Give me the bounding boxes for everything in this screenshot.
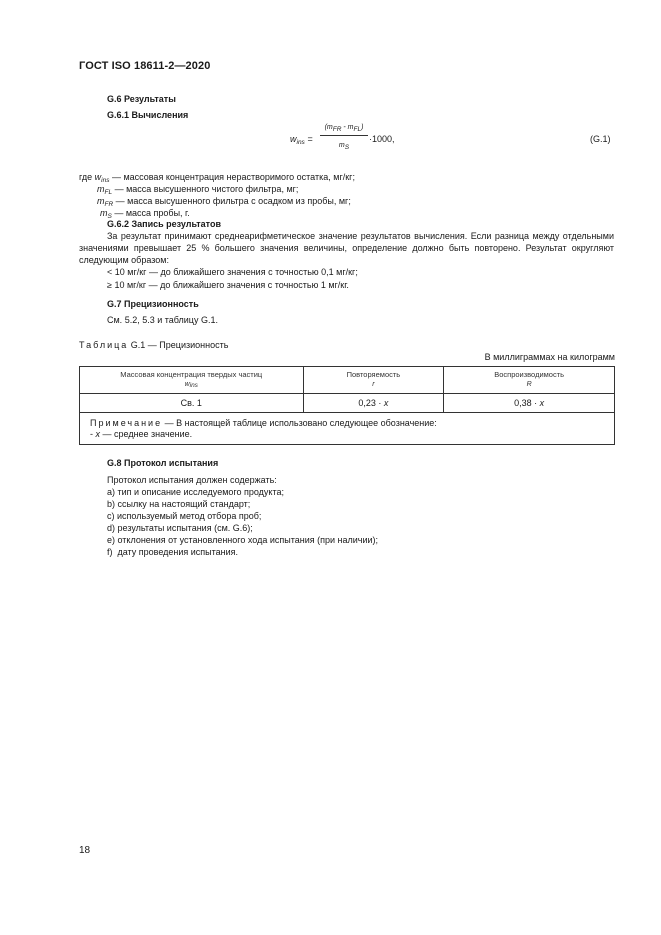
protocol-item-d: d) результаты испытания (см. G.6); (107, 523, 253, 533)
formula-rest: ·1000, (369, 134, 395, 144)
section-g8-intro: Протокол испытания должен содержать: (107, 475, 277, 485)
section-g7-title: G.7 Прецизионность (107, 299, 199, 309)
page-number: 18 (79, 845, 91, 856)
rounding-rule-2: ≥ 10 мг/кг — до ближайшего значения с точностью 1 мг/кг. (107, 280, 349, 290)
where-line-4: $m_S$ — масса пробы, г. (100, 208, 190, 220)
where-line-2: $m_{FL}$ — масса высушенного чистого фильтра, мг; (97, 184, 299, 196)
section-g7-text: См. 5.2, 5.3 и таблицу G.1. (107, 315, 218, 325)
section-g6-2-title: G.6.2 Запись результатов (107, 219, 221, 229)
protocol-item-f: f) дату проведения испытания. (107, 547, 239, 557)
protocol-item-a: a) тип и описание исследуемого продукта; (107, 487, 284, 497)
table-units: В миллиграммах на килограмм (484, 352, 615, 362)
formula-fraction (320, 122, 368, 152)
cell-concentration: Св. 1 (80, 394, 304, 413)
table-header-row (80, 367, 615, 394)
header-reproducibility: Воспроизводимость R (444, 367, 615, 394)
section-g6-title: G.6 Результаты (107, 94, 176, 104)
protocol-item-e: e) отклонения от установленного хода испытания (при наличии); (107, 535, 379, 545)
header-concentration: Массовая концентрация твердых частиц wins (80, 367, 304, 394)
formula-denominator: mS (338, 142, 350, 151)
where-line-1: где $w_{ins}$ — массовая концентрация нерастворимого остатка, мг/кг; (79, 172, 355, 184)
table-row (80, 394, 615, 413)
protocol-item-c: c) используемый метод отбора проб; (107, 511, 262, 521)
formula-number: (G.1) (590, 134, 611, 144)
cell-repeatability: 0,23 · x (303, 394, 444, 413)
header-repeatability: Повторяемость r (303, 367, 444, 394)
formula-numerator: (mFR - mFL) (320, 122, 368, 136)
section-g6-1-title: G.6.1 Вычисления (107, 110, 189, 120)
section-g6-2-paragraph: За результат принимают среднеарифметическое значение результатов вычисления. Если разница между отдельными значениями превышает 25 % большего значения величины, определение должно быть повторено. Результат округляют следующим образом: (79, 231, 614, 265)
formula-g1 (290, 122, 420, 154)
section-g8-title: G.8 Протокол испытания (107, 458, 219, 468)
document-header: ГОСТ ISO 18611-2—2020 (79, 60, 211, 72)
precision-table (79, 366, 615, 445)
table-caption: Таблица G.1 — Прецизионность (79, 340, 229, 350)
table-note: Примечание — В настоящей таблице использовано следующее обозначение: - x — среднее значение. (80, 413, 615, 445)
rounding-rule-1: < 10 мг/кг — до ближайшего значения с точностью 0,1 мг/кг; (107, 267, 358, 277)
table-note-row (80, 413, 615, 445)
protocol-item-b: b) ссылку на настоящий стандарт; (107, 499, 251, 509)
cell-reproducibility: 0,38 · x (444, 394, 615, 413)
formula-lhs: $w_{ins}$ = (290, 134, 313, 146)
where-line-3: $m_{FR}$ — масса высушенного фильтра с осадком из пробы, мг; (97, 196, 351, 208)
